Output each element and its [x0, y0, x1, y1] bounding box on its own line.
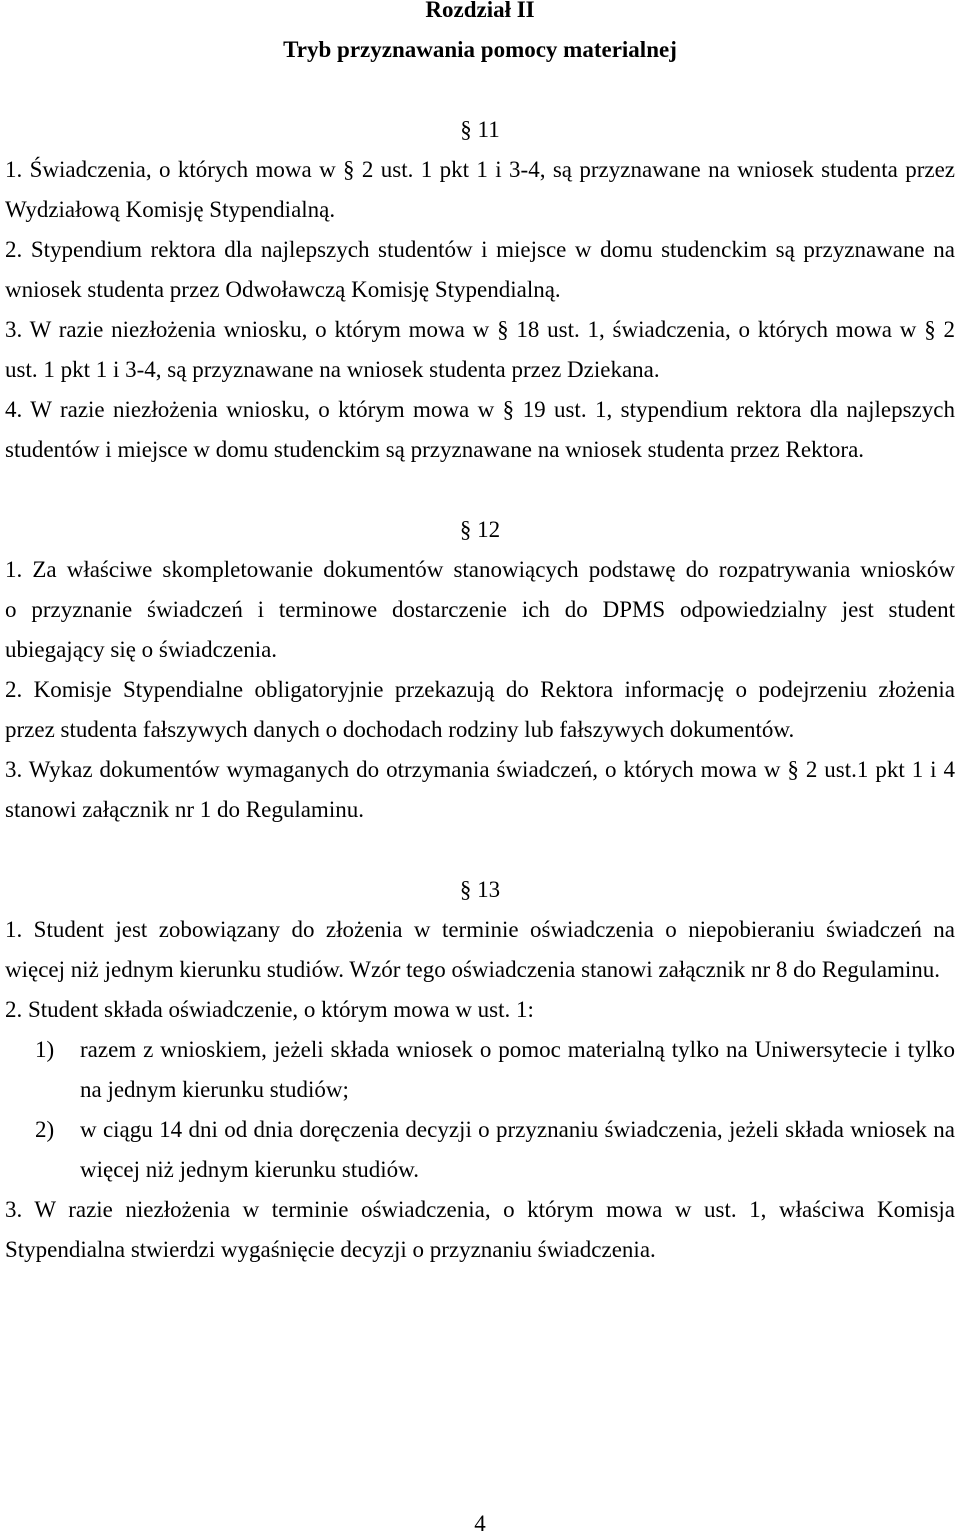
section-heading: § 11 [460, 117, 500, 142]
text-line: 2. Komisje Stypendialne obligatoryjnie przekazują do Rektora informację o podejrzeniu złożenia [5, 677, 955, 702]
section-13 [5, 870, 955, 1270]
paragraph [5, 910, 955, 990]
text-line: 1. Student jest zobowiązany do złożenia w terminie oświadczenia o niepobieraniu świadczeń na [5, 917, 955, 942]
text-line: studentów i miejsce w domu studenckim są przyznawane na wniosek studenta przez Rektora. [5, 437, 865, 462]
paragraph [5, 230, 955, 310]
section-11 [5, 110, 955, 470]
text-line: 3. W razie niezłożenia wniosku, o którym mowa w § 18 ust. 1, świadczenia, o których mowa w § 2 [5, 317, 955, 342]
section-heading: § 12 [459, 517, 501, 542]
text-line: 1. Za właściwe skompletowanie dokumentów stanowiących podstawę do rozpatrywania wniosków [5, 557, 955, 582]
text-line: Stypendialna stwierdzi wygaśnięcie decyzji o przyznaniu świadczenia. [5, 1237, 656, 1262]
page-number: 4 [474, 1511, 486, 1536]
paragraph [5, 550, 955, 670]
spacer [5, 830, 955, 870]
text-line: 2. Stypendium rektora dla najlepszych studentów i miejsce w domu studenckim są przyznawane na [5, 237, 955, 262]
paragraph [5, 150, 955, 230]
paragraph [5, 670, 955, 750]
paragraph [5, 1190, 955, 1270]
text-line: stanowi załącznik nr 1 do Regulaminu. [5, 797, 364, 822]
list-item-label: 1) [35, 1037, 55, 1062]
document-page [5, 0, 955, 1270]
paragraph [5, 990, 955, 1190]
text-line: 3. Wykaz dokumentów wymaganych do otrzymania świadczeń, o których mowa w § 2 ust.1 pkt 1 i 4 [5, 757, 955, 782]
text-line: ust. 1 pkt 1 i 3-4, są przyznawane na wniosek studenta przez Dziekana. [5, 357, 660, 382]
section-12 [5, 510, 955, 830]
list-item [5, 1110, 955, 1190]
text-line: w ciągu 14 dni od dnia doręczenia decyzji o przyznaniu świadczenia, jeżeli składa wniosek na [80, 1117, 955, 1142]
text-line: Wydziałową Komisję Stypendialną. [5, 197, 336, 222]
text-line: 4. W razie niezłożenia wniosku, o którym mowa w § 19 ust. 1, stypendium rektora dla najlepszych [5, 397, 955, 422]
chapter-label: Rozdział II [425, 0, 535, 22]
text-line: więcej niż jednym kierunku studiów. [80, 1157, 419, 1182]
section-heading: § 13 [459, 877, 501, 902]
paragraph [5, 390, 955, 470]
text-line: 2. Student składa oświadczenie, o którym mowa w ust. 1: [5, 997, 534, 1022]
list-item [5, 1030, 955, 1110]
text-line: wniosek studenta przez Odwoławczą Komisję Stypendialną. [5, 277, 561, 302]
paragraph [5, 750, 955, 830]
spacer [5, 70, 955, 110]
text-line: 3. W razie niezłożenia w terminie oświadczenia, o którym mowa w ust. 1, właściwa Komisja [5, 1197, 955, 1222]
text-line: przez studenta fałszywych danych o dochodach rodziny lub fałszywych dokumentów. [5, 717, 795, 742]
text-line: o przyznanie świadczeń i terminowe dostarczenie ich do DPMS odpowiedzialny jest student [5, 597, 955, 622]
spacer [5, 470, 955, 510]
text-line: na jednym kierunku studiów; [80, 1077, 349, 1102]
text-line: ubiegający się o świadczenia. [5, 637, 278, 662]
text-line: razem z wnioskiem, jeżeli składa wniosek o pomoc materialną tylko na Uniwersytecie i tylko [80, 1037, 955, 1062]
paragraph [5, 310, 955, 390]
text-line: 1. Świadczenia, o których mowa w § 2 ust. 1 pkt 1 i 3-4, są przyznawane na wniosek studenta przez [5, 157, 955, 182]
chapter-title: Tryb przyznawania pomocy materialnej [283, 37, 677, 62]
list-item-label: 2) [35, 1117, 55, 1142]
text-line: więcej niż jednym kierunku studiów. Wzór tego oświadczenia stanowi załącznik nr 8 do Regulaminu. [5, 957, 941, 982]
